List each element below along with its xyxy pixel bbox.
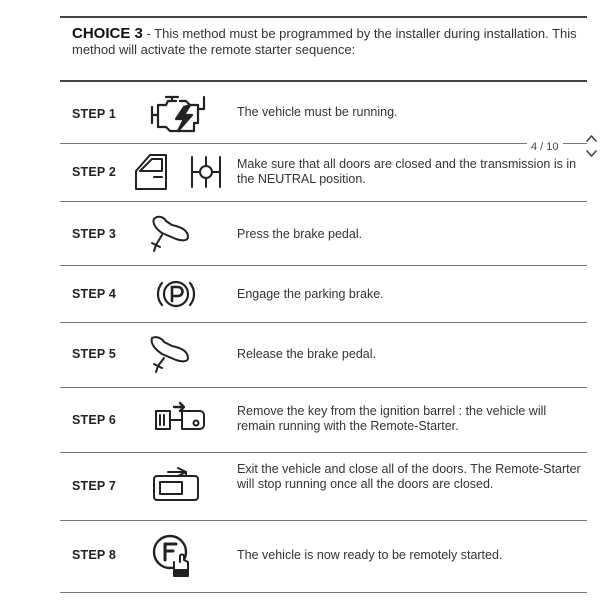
step-label: STEP 6 — [72, 413, 117, 427]
step-label: STEP 4 — [72, 287, 117, 301]
step-row-6 — [60, 387, 587, 453]
door-and-gear-shift-icon — [132, 151, 232, 198]
parking-brake-icon — [154, 275, 198, 318]
top-rule — [60, 16, 587, 18]
foot-on-pedal-icon — [148, 213, 198, 258]
step-row-3 — [60, 201, 587, 266]
step-label: STEP 7 — [72, 479, 117, 493]
step-row-8 — [60, 520, 587, 593]
instruction-document — [60, 0, 587, 602]
step-label: STEP 1 — [72, 107, 117, 121]
choice-heading: CHOICE 3 — [72, 25, 143, 42]
step-label: STEP 2 — [72, 165, 117, 179]
step-text: The vehicle must be running. — [237, 105, 398, 119]
step-label: STEP 5 — [72, 347, 117, 361]
step-text: Engage the parking brake. — [237, 287, 384, 301]
step-row-7 — [60, 452, 587, 521]
step-row-2 — [60, 143, 587, 202]
step-text: The vehicle is now ready to be remotely started. — [237, 548, 503, 562]
intro-paragraph — [72, 26, 582, 58]
exit-vehicle-icon — [150, 466, 202, 509]
scroll-arrows-icon[interactable] — [583, 132, 600, 160]
step-text: Release the brake pedal. — [237, 347, 376, 361]
intro-text: - This method must be programmed by the installer during installation. This method will activate the remote starter sequence: — [72, 26, 577, 57]
step-text: Remove the key from the ignition barrel : the vehicle will remain running with the Remote-Starter. — [237, 404, 547, 433]
page-scroller[interactable] — [583, 132, 600, 160]
step-text: Press the brake pedal. — [237, 227, 363, 241]
step-row-1 — [60, 82, 587, 144]
step-text: Exit the vehicle and close all of the doors. The Remote-Starter will stop running once all the doors are closed. — [237, 462, 581, 491]
engine-warning-icon — [148, 93, 212, 138]
step-label: STEP 8 — [72, 548, 117, 562]
step-text: Make sure that all doors are closed and the transmission is in the NEUTRAL position. — [237, 157, 577, 186]
foot-release-pedal-icon — [148, 334, 198, 379]
remote-start-button-icon — [150, 532, 200, 585]
step-row-5 — [60, 322, 587, 388]
key-removal-icon — [152, 401, 208, 440]
step-label: STEP 3 — [72, 227, 117, 241]
page-indicator: 4 / 10 — [527, 141, 563, 153]
step-row-4 — [60, 265, 587, 323]
